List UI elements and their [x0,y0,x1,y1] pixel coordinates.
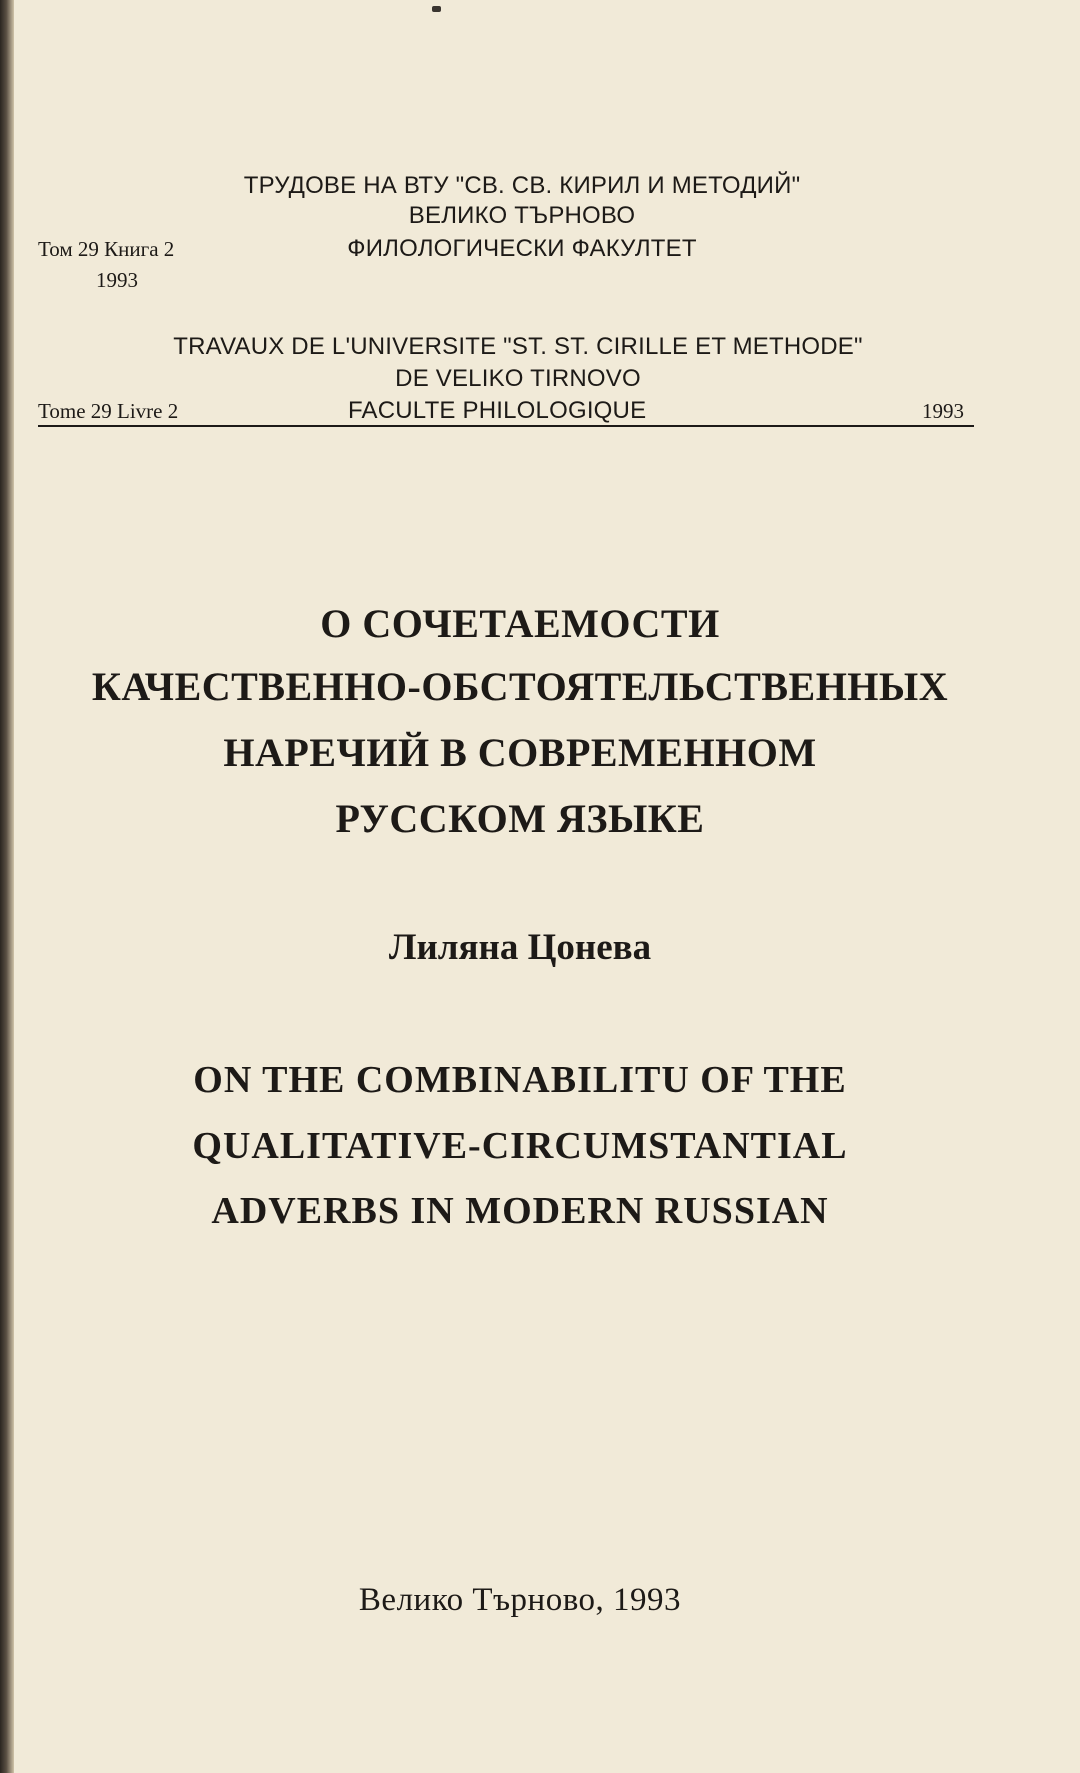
header-bg-line3: ФИЛОЛОГИЧЕСКИ ФАКУЛТЕТ [347,235,697,262]
header-bg-line1: ТРУДОВЕ НА ВТУ "СВ. СВ. КИРИЛ И МЕТОДИЙ" [243,172,801,199]
header-bg-volume: Том 29 Книга 2 [38,237,175,261]
title-ru-line1: О СОЧЕТАЕМОСТИ [320,601,720,646]
header-fr-line2: DE VELIKO TIRNOVO [395,365,641,392]
title-en-line1: ON THE COMBINABILITU OF THE [193,1059,847,1101]
header-divider-rule [38,425,974,427]
header-fr-line1: TRAVAUX DE L'UNIVERSITE "ST. ST. CIRILLE ET METHODE" [173,333,863,360]
header-bg-year: 1993 [96,268,138,292]
title-ru-line3: НАРЕЧИЙ В СОВРЕМЕННОМ [223,730,817,775]
header-fr-line3: FACULTE PHILOLOGIQUE [348,397,647,424]
ink-speck [432,6,441,12]
title-ru-line4: РУССКОМ ЯЗЫКЕ [335,796,705,841]
place-year: Велико Търново, 1993 [358,1582,682,1618]
header-bg-line2: ВЕЛИКО ТЪРНОВО [408,202,636,229]
title-ru-line2: КАЧЕСТВЕННО-ОБСТОЯТЕЛЬСТВЕННЫХ [91,664,949,709]
header-fr-volume: Tome 29 Livre 2 [38,399,179,423]
title-en-line2: QUALITATIVE-CIRCUMSTANTIAL [192,1125,848,1167]
author-name: Лиляна Цонева [388,927,652,968]
header-fr-year: 1993 [922,399,964,423]
title-en-line3: ADVERBS IN MODERN RUSSIAN [211,1190,829,1232]
book-spine-edge [0,0,14,1773]
